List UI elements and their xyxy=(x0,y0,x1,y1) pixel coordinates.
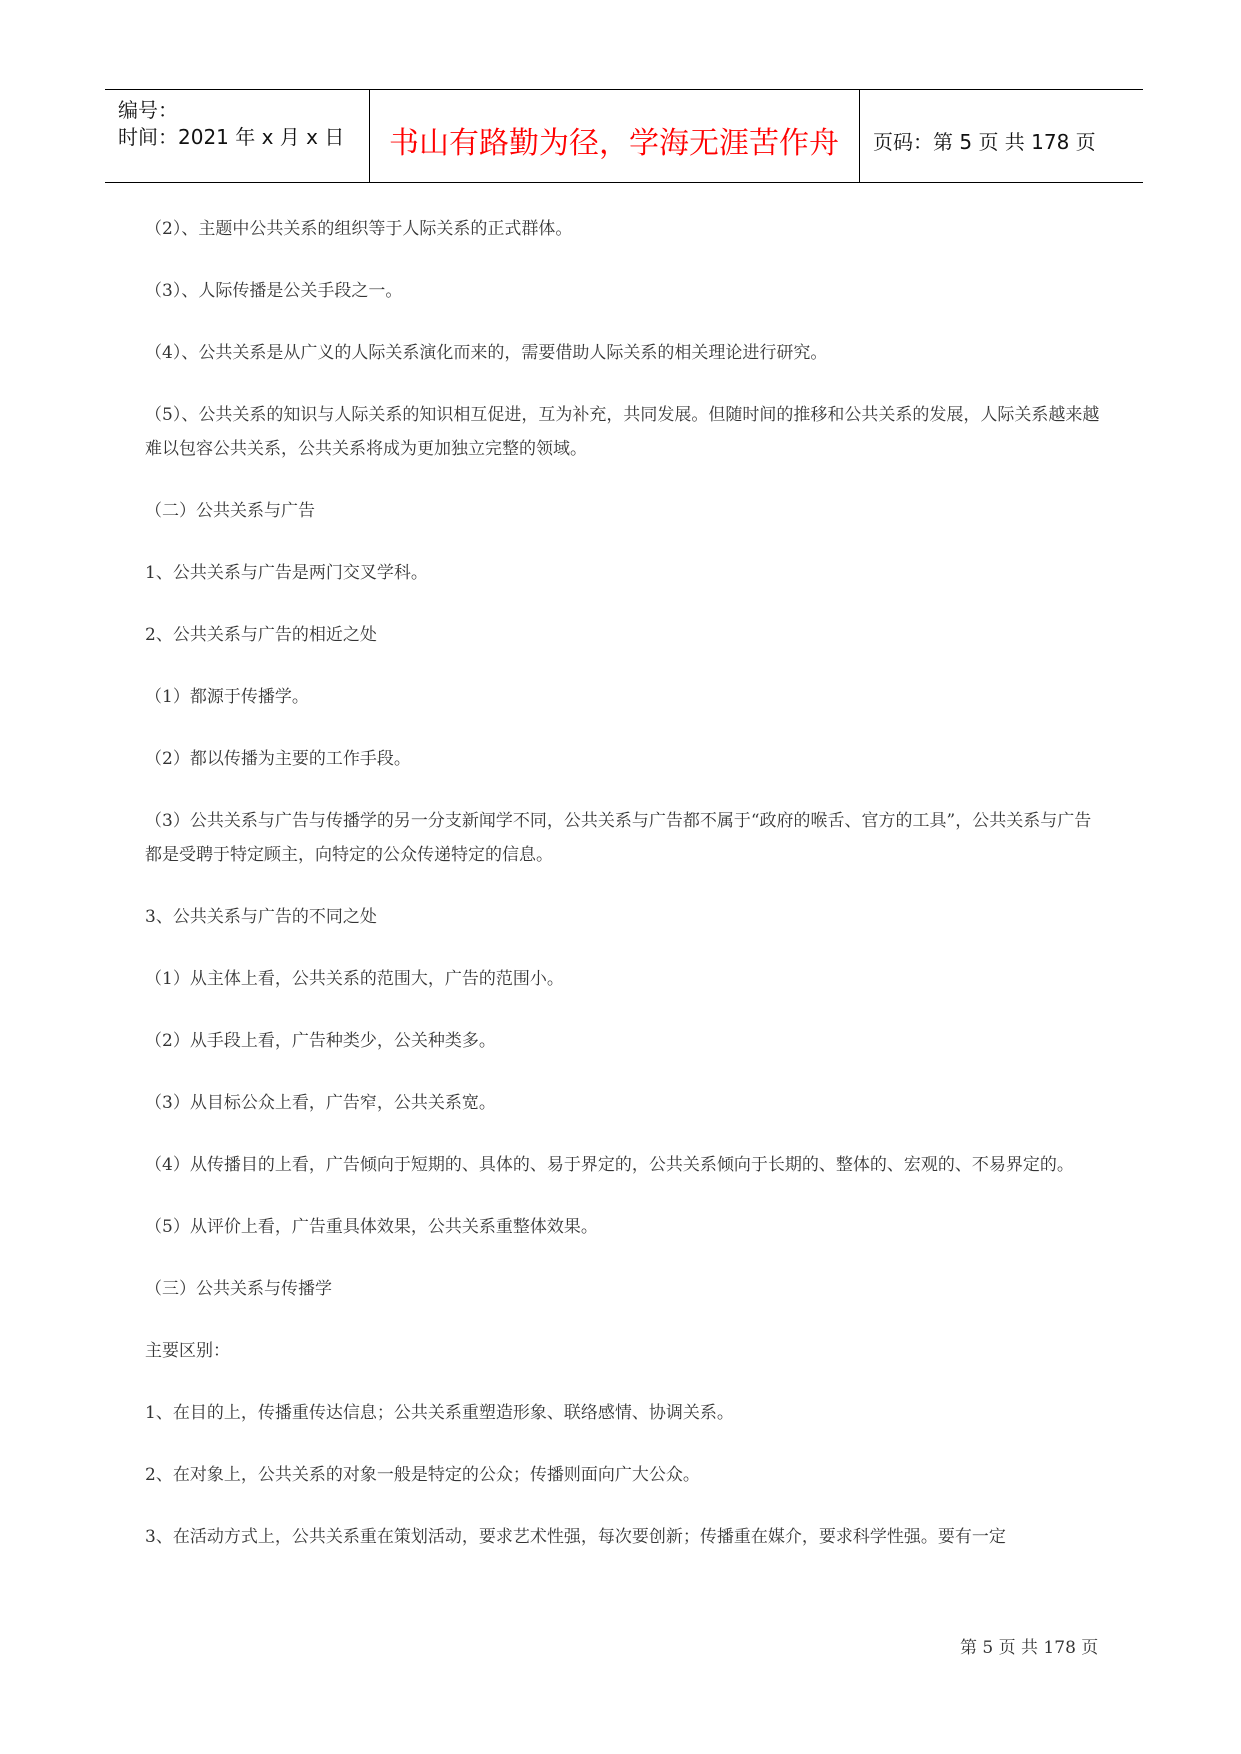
page-header xyxy=(105,89,1143,183)
paragraph: （3）公共关系与广告与传播学的另一分支新闻学不同，公共关系与广告都不属于“政府的喉舌、官方的工具”，公共关系与广告都是受聘于特定顾主，向特定的公众传递特定的信息。 xyxy=(145,811,1092,865)
header-page-number: 页码：第 5 页 共 178 页 xyxy=(873,130,1096,154)
paragraph: （2）从手段上看，广告种类少，公关种类多。 xyxy=(145,1031,496,1051)
paragraph: 1、公共关系与广告是两门交叉学科。 xyxy=(145,563,428,583)
document-time-label: 时间：2021 年 x 月 x 日 xyxy=(118,125,345,149)
section-heading: （三）公共关系与传播学 xyxy=(145,1279,332,1299)
paragraph: （1）都源于传播学。 xyxy=(145,687,309,707)
page-footer: 第 5 页 共 178 页 xyxy=(960,1638,1099,1658)
paragraph: 3、在活动方式上，公共关系重在策划活动，要求艺术性强，每次要创新；传播重在媒介，要求科学性强。要有一定 xyxy=(145,1527,1006,1547)
header-meta xyxy=(105,90,369,182)
header-motto: 书山有路勤为径，学海无涯苦作舟 xyxy=(389,126,839,161)
header-divider xyxy=(859,90,860,182)
paragraph: （5）、公共关系的知识与人际关系的知识相互促进，互为补充，共同发展。但随时间的推移和公共关系的发展，人际关系越来越难以包容公共关系，公共关系将成为更加独立完整的领域。 xyxy=(145,405,1100,459)
paragraph: （5）从评价上看，广告重具体效果，公共关系重整体效果。 xyxy=(145,1217,598,1237)
paragraph: （4）、公共关系是从广义的人际关系演化而来的，需要借助人际关系的相关理论进行研究。 xyxy=(145,343,828,363)
paragraph: （3）、人际传播是公关手段之一。 xyxy=(145,281,403,301)
paragraph: 2、公共关系与广告的相近之处 xyxy=(145,625,377,645)
paragraph: （2）都以传播为主要的工作手段。 xyxy=(145,749,411,769)
section-heading: （二）公共关系与广告 xyxy=(145,501,315,521)
paragraph: （1）从主体上看，公共关系的范围大，广告的范围小。 xyxy=(145,969,564,989)
paragraph: 1、在目的上，传播重传达信息；公共关系重塑造形象、联络感情、协调关系。 xyxy=(145,1403,734,1423)
paragraph: 3、公共关系与广告的不同之处 xyxy=(145,907,377,927)
document-number-label: 编号： xyxy=(118,98,178,122)
paragraph: 主要区别： xyxy=(145,1341,230,1361)
paragraph: （3）从目标公众上看，广告窄，公共关系宽。 xyxy=(145,1093,496,1113)
paragraph: （2）、主题中公共关系的组织等于人际关系的正式群体。 xyxy=(145,219,573,239)
paragraph: 2、在对象上，公共关系的对象一般是特定的公众；传播则面向广大公众。 xyxy=(145,1465,700,1485)
paragraph: （4）从传播目的上看，广告倾向于短期的、具体的、易于界定的，公共关系倾向于长期的、整体的、宏观的、不易界定的。 xyxy=(145,1155,1074,1175)
document-body xyxy=(145,212,1105,1582)
